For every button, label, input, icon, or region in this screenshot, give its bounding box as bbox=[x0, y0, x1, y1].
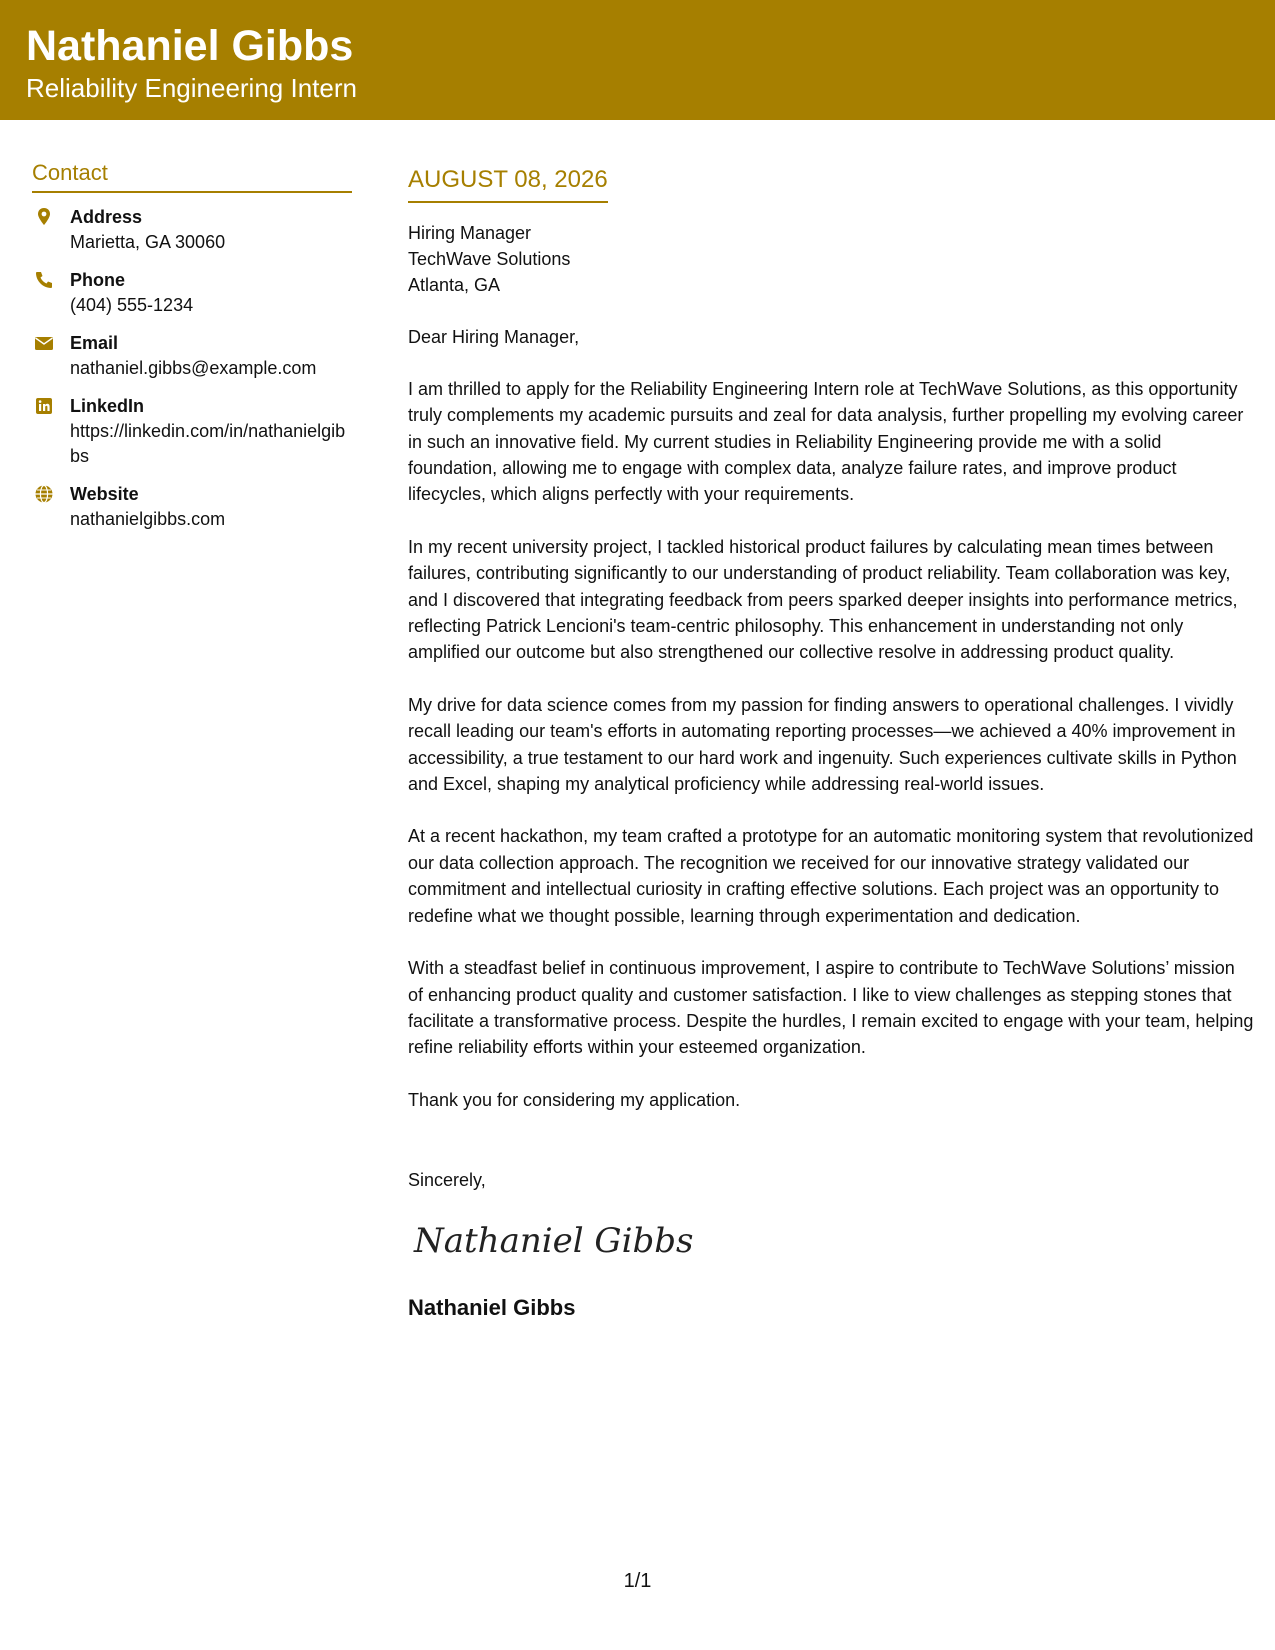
address-value: Marietta, GA 30060 bbox=[70, 232, 226, 253]
contact-title: Contact bbox=[32, 160, 352, 193]
phone-icon bbox=[34, 270, 54, 290]
linkedin-icon bbox=[34, 396, 54, 416]
contact-address bbox=[32, 205, 352, 255]
address-label: Address bbox=[70, 207, 143, 228]
contact-sidebar bbox=[32, 160, 352, 545]
page-number: 1/1 bbox=[623, 1570, 652, 1592]
website-value[interactable]: nathanielgibbs.com bbox=[70, 509, 226, 530]
recipient-line: Atlanta, GA bbox=[408, 274, 501, 295]
header-banner bbox=[0, 0, 1275, 120]
linkedin-label: LinkedIn bbox=[70, 396, 145, 417]
letter-paragraph: I am thrilled to apply for the Reliability Engineering Intern role at TechWave Solutions, as this opportunity truly complements my academic pursuits and zeal for data analysis, further propelling my evolving career in such an innovative field. My current studies in Reliability Engineering provide me with a solid foundation, allowing me to engage with complex data, analyze failure rates, and improve product lifecycles, which aligns perfectly with your requirements. bbox=[408, 378, 1244, 505]
handwritten-signature: Nathaniel Gibbs bbox=[414, 1221, 694, 1262]
linkedin-value[interactable]: https://linkedin.com/in/nathanielgibbs bbox=[70, 421, 346, 467]
globe-icon bbox=[34, 484, 54, 504]
contact-website bbox=[32, 482, 352, 532]
applicant-name: Nathaniel Gibbs bbox=[26, 22, 354, 70]
contact-linkedin bbox=[32, 394, 352, 469]
recipient-line: TechWave Solutions bbox=[408, 248, 571, 269]
letter-body bbox=[408, 166, 1254, 1321]
salutation: Dear Hiring Manager, bbox=[408, 326, 580, 347]
letter-paragraph: Thank you for considering my application. bbox=[408, 1089, 741, 1110]
map-pin-icon bbox=[34, 207, 54, 227]
phone-label: Phone bbox=[70, 270, 126, 291]
letter-paragraph: In my recent university project, I tackled historical product failures by calculating mean times between failures, contributing significantly to our understanding of product reliability. Team collaboration was key, and I discovered that integrating feedback from peers sparked deeper insights into performance metrics, reflecting Patrick Lencioni's team-centric philosophy. This enhancement in understanding not only amplified our outcome but also strengthened our collective resolve in addressing product quality. bbox=[408, 536, 1238, 663]
website-label: Website bbox=[70, 484, 139, 505]
signer-name: Nathaniel Gibbs bbox=[408, 1294, 576, 1320]
email-icon bbox=[34, 333, 54, 353]
letter-paragraph: With a steadfast belief in continuous improvement, I aspire to contribute to TechWave Solutions’ mission of enhancing product quality and customer satisfaction. I like to view challenges as stepping stones that facilitate a transformative process. Despite the hurdles, I remain excited to engage with your team, helping refine reliability efforts within your esteemed organization. bbox=[408, 958, 1254, 1058]
contact-email bbox=[32, 331, 352, 381]
recipient-line: Hiring Manager bbox=[408, 222, 532, 243]
recipient-block bbox=[408, 220, 1254, 298]
email-value[interactable]: nathaniel.gibbs@example.com bbox=[70, 358, 317, 379]
letter-date: AUGUST 08, 2026 bbox=[408, 166, 608, 203]
phone-value: (404) 555-1234 bbox=[70, 295, 194, 316]
letter-paragraph: At a recent hackathon, my team crafted a prototype for an automatic monitoring system that revolutionized our data collection approach. The recognition we received for our innovative strategy validated our commitment and intellectual curiosity in crafting effective solutions. Each project was an opportunity to redefine what we thought possible, learning through experimentation and dedication. bbox=[408, 826, 1254, 926]
email-label: Email bbox=[70, 333, 119, 354]
applicant-role: Reliability Engineering Intern bbox=[26, 73, 357, 103]
contact-phone bbox=[32, 268, 352, 318]
contact-list bbox=[32, 205, 352, 532]
closing: Sincerely, bbox=[408, 1170, 486, 1191]
letter-paragraph: My drive for data science comes from my passion for finding answers to operational challenges. I vividly recall leading our team's efforts in automating reporting processes—we achieved a 40% improvement in accessibility, a true testament to our hard work and ingenuity. Such experiences cultivate skills in Python and Excel, shaping my analytical proficiency while addressing real-world issues. bbox=[408, 694, 1237, 795]
